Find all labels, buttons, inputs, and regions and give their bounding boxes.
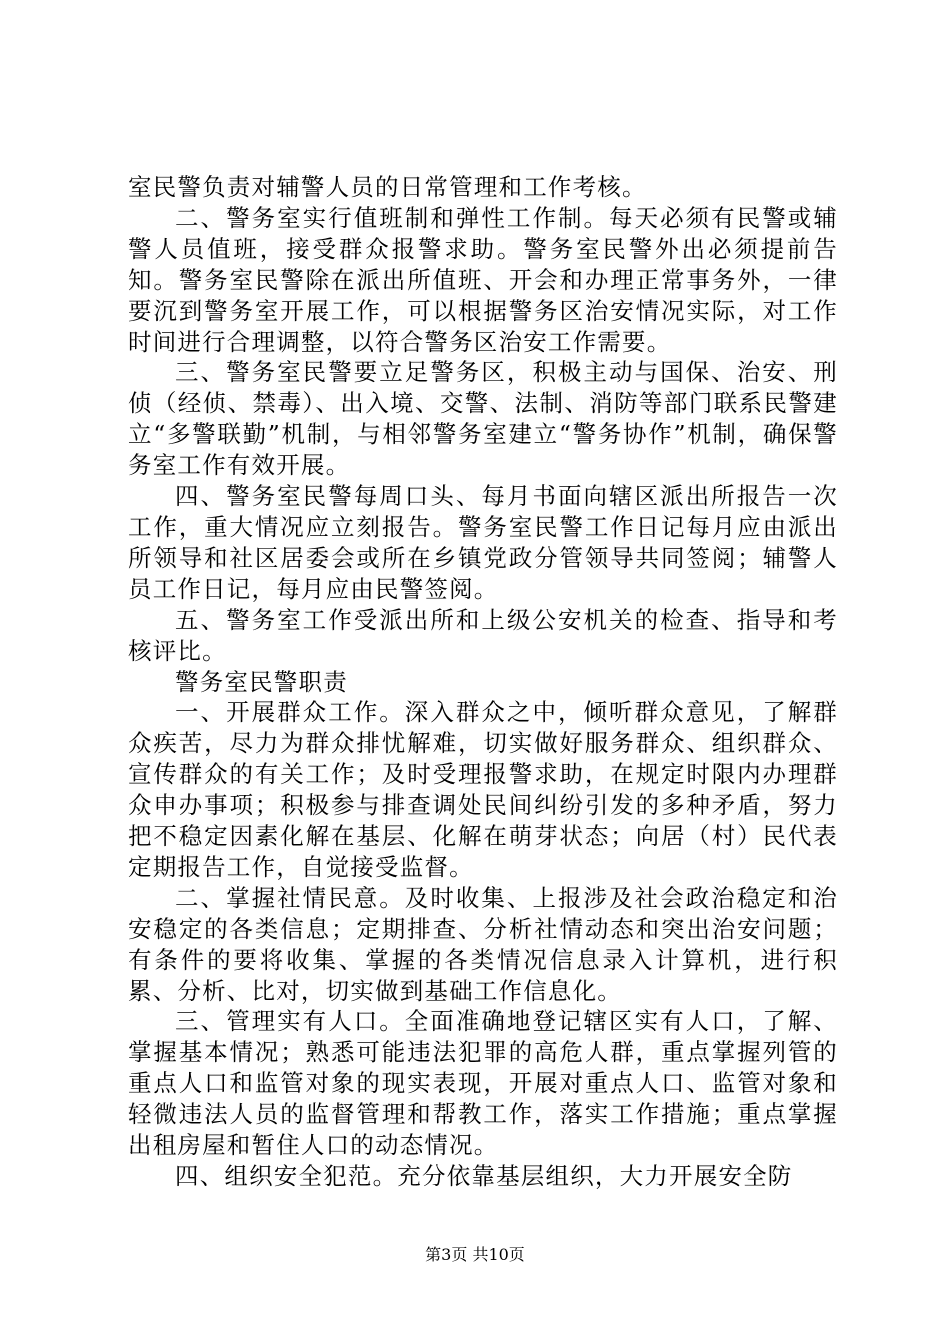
paragraph-security-prevention: 四、组织安全犯范。充分依靠基层组织，大力开展安全防 (175, 1162, 793, 1190)
paragraph-mass-work: 一、开展群众工作。深入群众之中，倾听群众意见，了解群众疾苦，尽力为群众排忧解难，切实做好服务群众、组织群众、宣传群众的有关工作；及时受理报警求助，在规定时限内办理群众申办事项；积极参与排查调处民间纠纷引发的多种矛盾，努力把不稳定因素化解在基层、化解在萌芽状态；向居（村）民代表定期报告工作，自觉接受监督。 (128, 698, 838, 881)
paragraph-coordination: 三、警务室民警要立足警务区，积极主动与国保、治安、刑侦（经侦、禁毒）、出入境、交警、法制、消防等部门联系民警建立“多警联勤”机制，与相邻警务室建立“警务协作”机制，确保警务室工作有效开展。 (128, 358, 838, 480)
paragraph-duty-system: 二、警务室实行值班制和弹性工作制。每天必须有民警或辅警人员值班，接受群众报警求助。警务室民警外出必须提前告知。警务室民警除在派出所值班、开会和办理正常事务外，一律要沉到警务室开展工作，可以根据警务区治安情况实际，对工作时间进行合理调整，以符合警务区治安工作需要。 (128, 203, 838, 356)
paragraph-population-management: 三、管理实有人口。全面准确地登记辖区实有人口，了解、掌握基本情况；熟悉可能违法犯罪的高危人群，重点掌握列管的重点人口和监管对象的现实表现，开展对重点人口、监管对象和轻微违法人员的监督管理和帮教工作，落实工作措施；重点掌握出租房屋和暂住人口的动态情况。 (128, 1007, 838, 1160)
document-body (128, 172, 838, 1192)
paragraph-reporting: 四、警务室民警每周口头、每月书面向辖区派出所报告一次工作，重大情况应立刻报告。警务室民警工作日记每月应由派出所领导和社区居委会或所在乡镇党政分管领导共同签阅；辅警人员工作日记，每月应由民警签阅。 (128, 482, 838, 603)
page-number-footer: 第3页 共10页 (425, 1245, 525, 1264)
paragraph-public-opinion: 二、掌握社情民意。及时收集、上报涉及社会政治稳定和治安稳定的各类信息；定期排查、分析社情动态和突出治安问题；有条件的要将收集、掌握的各类情况信息录入计算机，进行积累、分析、比对，切实做到基础工作信息化。 (128, 883, 838, 1005)
section-heading: 警务室民警职责 (175, 667, 348, 696)
paragraph-continuation: 室民警负责对辅警人员的日常管理和工作考核。 (128, 173, 647, 201)
paragraph-inspection: 五、警务室工作受派出所和上级公安机关的检查、指导和考核评比。 (128, 605, 838, 665)
